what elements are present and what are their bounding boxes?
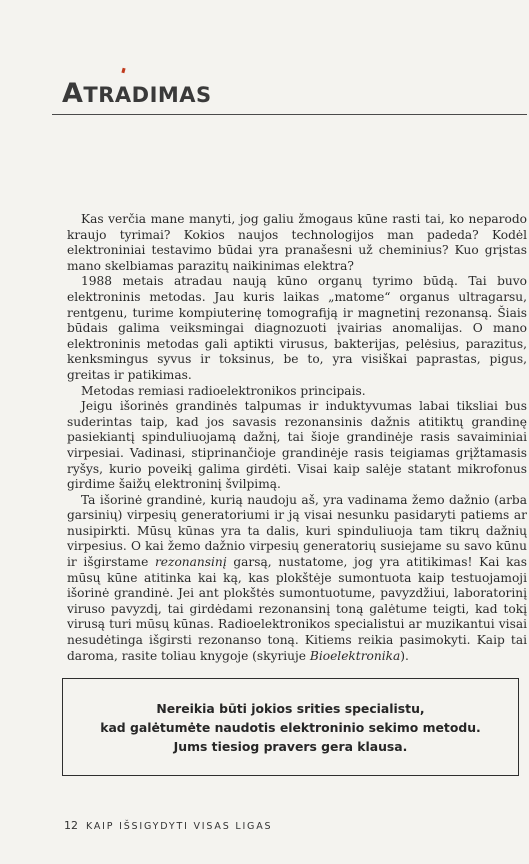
paragraph [67, 493, 527, 665]
body-text [67, 212, 527, 664]
callout-line: Nereikia būti jokios srities specialistu, [156, 700, 425, 716]
paragraph-text: Ta išorinė grandinė, kurią naudoju aš, yra vadinama žemo dažnio (arba garsinių) virpesių generatoriumi ir ją visai nesunku pasidaryti patiems ar nusipirkti. Mūsų kūnas yra ta dalis, kuri spinduliuoja tam tikrų dažnių virpesius. O kai žemo dažnio virpesių generatorių susiejame su savo kūnu ir išgirstame [67, 492, 527, 570]
paragraph: Jeigu išorinės grandinės talpumas ir induktyvumas labai tiksliai bus suderintas taip, kad jos savasis rezonansinis dažnis atitiktų grandinę pasiekiantį spinduliuojamą dažnį, tai šioje grandinėje rasis savaiminiai virpesiai. Vadinasi, stiprinančioje grandinėje rasis teigiamas grįžtamasis ryšys, kurio poveikį galima girdėti. Visai kaip salėje statant mikrofonus girdime šaižų elektroninį švilpimą. [67, 399, 527, 492]
chapter-title-initial: A [62, 78, 84, 109]
heading-rule [52, 114, 527, 115]
paragraph-text: garsą, nustatome, jog yra atitikimas! Kai kas mūsų kūne atitinka kai ką, kas plokštėje sumontuota kaip testuojamoji išorinė grandinė. Jei ant plokštės sumontuotume, pavyzdžiui, laboratorinį viruso pavyzdį, tai girdėdami rezonansinį toną galėtume teigti, kad tokį virusą turi mūsų kūnas. Radioelektronikos specialistui ar muzikantui visai nesudėtinga išgirsti rezonanso toną. Kitiems reikia pasimokyti. Kaip tai daroma, rasite toliau knygoje (skyriuje [67, 555, 527, 663]
chapter-title [62, 80, 212, 107]
page-number: 12 [64, 819, 78, 832]
paragraph: 1988 metais atradau naują kūno organų tyrimo būdą. Tai buvo elektroninis metodas. Jau kuris laikas „matome“ organus ultragarsu, rentgenu, turime kompiuterinę tomografiją ir magnetinį rezonansą. Šiais būdais galima veiksmingai diagnozuoti įvairias anomalijas. O mano elektroninis metodas gali aptikti virusus, bakterijas, pelėsius, parazitus, kenksmingus syvus ir toksinus, be to, yra visiškai paprastas, pigus, greitas ir patikimas. [67, 274, 527, 382]
page-footer [64, 819, 272, 832]
running-title: KAIP IŠSIGYDYTI VISAS LIGAS [86, 821, 273, 832]
callout-line: kad galėtumėte naudotis elektroninio sekimo metodu. [100, 719, 481, 735]
chapter-title-rest: TRADIMAS [83, 83, 212, 107]
callout-line: Jums tiesiog pravers gera klausa. [173, 738, 408, 754]
paragraph: Metodas remiasi radioelektronikos principais. [81, 383, 366, 398]
paragraph: Kas verčia mane manyti, jog galiu žmogaus kūne rasti tai, ko neparodo kraujo tyrimai? Kokios naujos technologijos man padeda? Kodėl elektroniniai testavimo būdai yra pranašesni už cheminius? Kuo grįstas mano skelbiamas parazitų naikinimas elektra? [67, 212, 527, 273]
red-accent-mark [121, 68, 125, 74]
paragraph-text: ). [400, 648, 409, 663]
italic-section-title: Bioelektronika [309, 648, 401, 663]
italic-term: rezonansinį [154, 555, 227, 570]
callout-box [62, 678, 519, 776]
